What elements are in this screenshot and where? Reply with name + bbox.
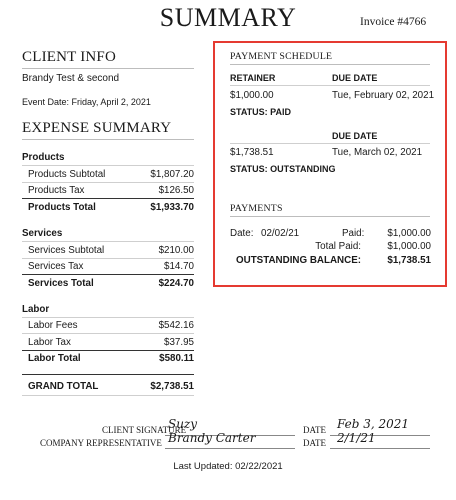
client-name: Brandy Test & second <box>22 73 120 84</box>
divider <box>22 182 194 183</box>
divider <box>22 274 194 275</box>
retainer-status: STATUS: PAID <box>230 107 291 117</box>
outstanding-balance-amount: $1,738.51 <box>387 255 431 266</box>
payment-date-label: Date: <box>230 228 254 239</box>
labor-section-title: Labor <box>22 304 50 315</box>
products-subtotal-row: Products Subtotal $1,807.20 <box>28 169 194 180</box>
client-signature-label: CLIENT SIGNATURE <box>102 425 187 435</box>
products-section-title: Products <box>22 152 65 163</box>
divider <box>22 165 194 166</box>
second-payment-due-date: Tue, March 02, 2021 <box>332 147 423 158</box>
second-payment-status: STATUS: OUTSTANDING <box>230 164 336 174</box>
total-paid-label: Total Paid: <box>315 241 361 252</box>
divider <box>22 317 194 318</box>
divider <box>22 374 194 375</box>
company-rep-label: COMPANY REPRESENTATIVE <box>40 438 162 448</box>
company-rep-date-label: DATE <box>303 438 326 448</box>
divider <box>230 85 430 86</box>
company-rep-date-line <box>330 448 430 449</box>
labor-tax-row: Labor Tax $37.95 <box>28 337 194 348</box>
divider <box>22 395 194 396</box>
grand-total-row: GRAND TOTAL $2,738.51 <box>28 381 194 392</box>
payment-date: 02/02/21 <box>261 228 300 239</box>
services-tax-row: Services Tax $14.70 <box>28 261 194 272</box>
due-date-column-label-2: DUE DATE <box>332 131 378 141</box>
expense-summary-heading: EXPENSE SUMMARY <box>22 120 194 140</box>
payment-schedule-heading: PAYMENT SCHEDULE <box>230 51 430 65</box>
event-date: Event Date: Friday, April 2, 2021 <box>22 97 151 107</box>
client-signature: Suzy <box>168 417 198 431</box>
services-section-title: Services <box>22 228 63 239</box>
payments-heading: PAYMENTS <box>230 203 430 217</box>
payment-schedule-panel <box>213 41 447 287</box>
due-date-column-label: DUE DATE <box>332 73 378 83</box>
client-date-label: DATE <box>303 425 326 435</box>
products-tax-row: Products Tax $126.50 <box>28 185 194 196</box>
retainer-column-label: RETAINER <box>230 73 276 83</box>
labor-fees-row: Labor Fees $542.16 <box>28 320 194 331</box>
payment-paid-amount: $1,000.00 <box>387 228 431 239</box>
company-rep-signature: Brandy Carter <box>168 431 256 445</box>
total-paid-amount: $1,000.00 <box>387 241 431 252</box>
divider <box>22 198 194 199</box>
services-subtotal-row: Services Subtotal $210.00 <box>28 245 194 256</box>
company-rep-date: 2/1/21 <box>337 431 376 445</box>
products-total-row: Products Total $1,933.70 <box>28 202 194 213</box>
client-info-heading: CLIENT INFO <box>22 49 194 69</box>
labor-total-row: Labor Total $580.11 <box>28 353 194 364</box>
divider <box>230 143 430 144</box>
divider <box>22 258 194 259</box>
divider <box>22 350 194 351</box>
second-payment-amount: $1,738.51 <box>230 147 274 158</box>
services-total-row: Services Total $224.70 <box>28 278 194 289</box>
page-title: SUMMARY <box>159 3 297 32</box>
invoice-number: Invoice #4766 <box>360 16 427 28</box>
retainer-due-date: Tue, February 02, 2021 <box>332 90 435 101</box>
client-signature-date: Feb 3, 2021 <box>337 417 410 431</box>
payment-paid-label: Paid: <box>342 228 365 239</box>
last-updated: Last Updated: 02/22/2021 <box>173 461 283 472</box>
company-rep-signature-line <box>165 448 295 449</box>
outstanding-balance-label: OUTSTANDING BALANCE: <box>236 255 361 266</box>
divider <box>22 241 194 242</box>
retainer-amount: $1,000.00 <box>230 90 274 101</box>
divider <box>22 333 194 334</box>
